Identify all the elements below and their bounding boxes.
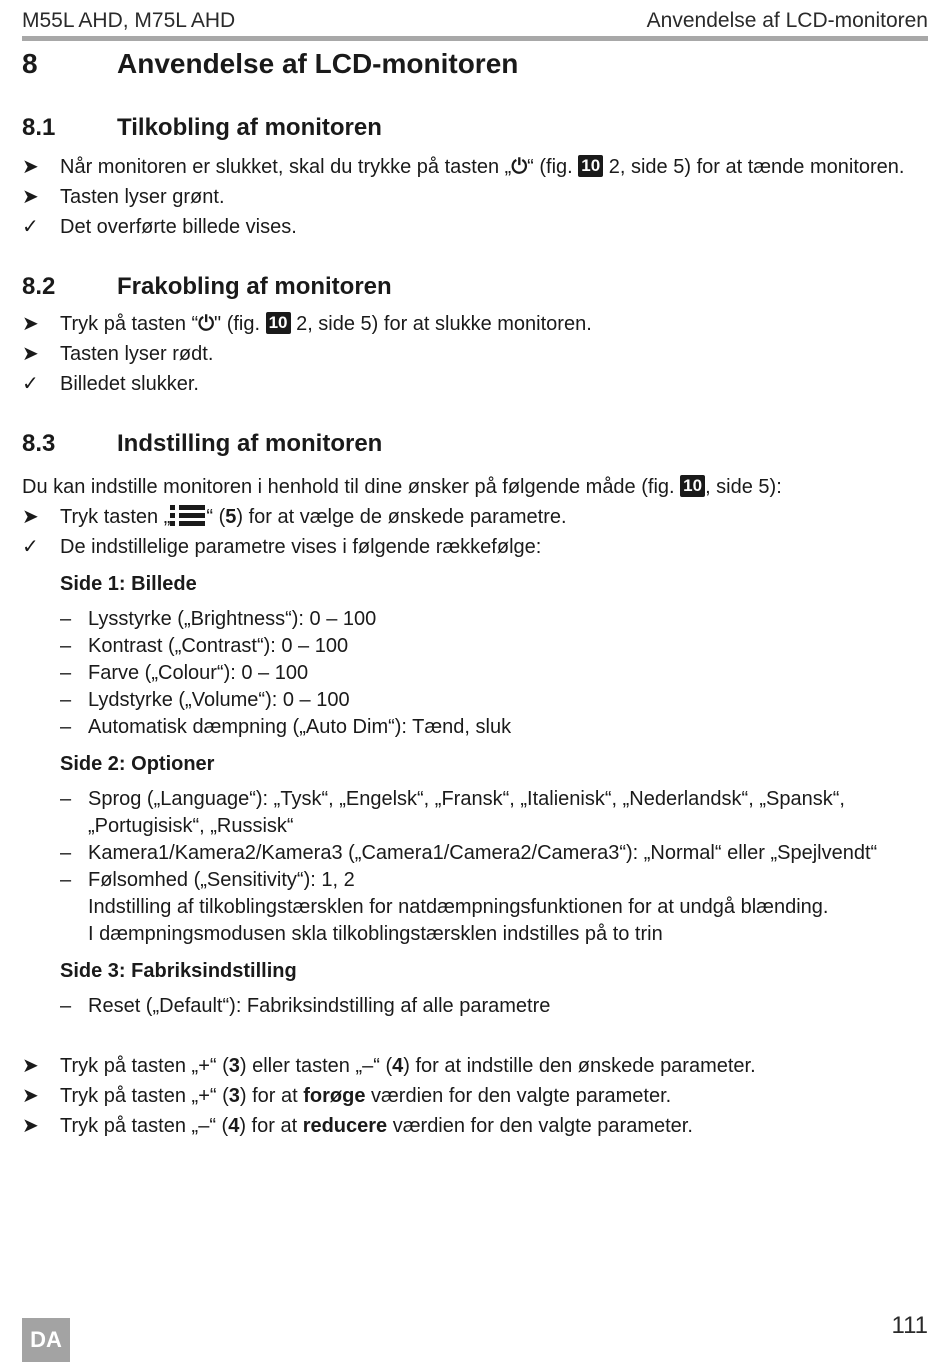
page-header [22,6,928,41]
section-number: 8.3 [22,430,56,457]
key-number: 3 [228,1085,240,1107]
subheading-side-1: Side 1: Billede [60,573,197,595]
list-item-text: Reset („Default“): Fabriksindstilling af alle parametre [88,995,551,1017]
power-icon: ⏻ [198,313,215,335]
text-part: " (fig. [214,313,266,335]
sensitivity-note: Indstilling af tilkoblingstærsklen for natdæmpningsfunktionen for at undgå blænding. [88,896,829,918]
step-text [60,1083,928,1110]
page-number: 111 [891,1312,928,1339]
instruction-step [22,184,928,211]
key-number: 4 [392,1055,404,1077]
section-heading-8-1 [22,110,928,146]
result-text: Billedet slukker. [60,373,199,395]
text-part: værdien for den valgte parameter. [365,1085,672,1107]
result-line [22,534,928,561]
list-item-text: Kamera1/Kamera2/Kamera3 („Camera1/Camera2/Camera3“): „Normal“ eller „Spejlvendt“ [88,842,878,864]
step-text [60,1053,928,1080]
list-item [60,840,928,867]
intro-paragraph [22,474,928,501]
list-item-text: Automatisk dæmpning („Auto Dim“): Tænd, sluk [88,716,512,738]
section-title: Indstilling af monitoren [117,430,383,457]
key-number: 5 [225,506,237,528]
result-text: De indstillelige parametre vises i følgende rækkefølge: [60,536,542,558]
instruction-step [22,1083,928,1110]
dash-marker: – [60,869,72,891]
key-number: 3 [228,1055,240,1077]
step-text [60,154,928,181]
text-part: Tryk på tasten „–“ ( [60,1115,229,1137]
step-text: Tasten lyser grønt. [60,186,225,208]
text-part: værdien for den valgte parameter. [387,1115,693,1137]
text-part: Du kan indstille monitoren i henhold til dine ønsker på følgende måde (fig. [22,476,681,498]
dash-marker: – [60,635,72,657]
dash-marker: – [60,662,72,684]
text-part: ) eller tasten „–“ ( [239,1055,393,1077]
list-item-text: Kontrast („Contrast“): 0 – 100 [88,635,349,657]
list-item-text: Farve („Colour“): 0 – 100 [88,662,309,684]
text-part: ) for at [239,1085,304,1107]
dash-marker: – [60,716,72,738]
instruction-step [22,341,928,368]
step-text [60,504,928,531]
text-part: 2, side 5) for at tænde monitoren. [603,156,905,178]
result-text: Det overførte billede vises. [60,216,297,238]
instruction-step [22,311,928,338]
dash-marker: – [60,842,72,864]
language-badge: DA [22,1318,70,1362]
list-item-text: Lydstyrke („Volume“): 0 – 100 [88,689,350,711]
chapter-heading [22,44,928,84]
list-item [60,687,928,714]
header-model: M55L AHD, M75L AHD [22,9,236,32]
emphasis: reducere [302,1115,388,1137]
dash-marker: – [60,689,72,711]
sensitivity-note: I dæmpningsmodusen skla tilkoblingstærsklen indstilles på to trin [88,923,663,945]
arrow-icon: ➤ [22,343,39,365]
sensitivity-text: Følsomhed („Sensitivity“): 1, 2 [88,869,355,891]
text-part: , side 5): [705,476,782,498]
dash-marker: – [60,788,72,810]
list-item [60,786,928,840]
figure-badge: 10 [680,475,705,497]
step-text [60,311,928,338]
text-part: 2, side 5) for at slukke monitoren. [290,313,592,335]
result-line [22,371,928,398]
instruction-step [22,1113,928,1140]
subheading-side-2: Side 2: Optioner [60,753,215,775]
arrow-icon: ➤ [22,156,39,178]
power-icon: ⏻ [511,156,528,178]
list-item [60,660,928,687]
figure-badge: 10 [266,312,291,334]
chapter-number: 8 [22,48,38,79]
arrow-icon: ➤ [22,1055,39,1077]
arrow-icon: ➤ [22,1115,39,1137]
arrow-icon: ➤ [22,1085,39,1107]
list-item [60,633,928,660]
text-part: ) for at indstille den ønskede parameter. [403,1055,756,1077]
check-icon: ✓ [22,216,39,238]
text-part: Tryk på tasten “ [60,313,199,335]
arrow-icon: ➤ [22,186,39,208]
key-number: 4 [228,1115,240,1137]
instruction-step [22,154,928,181]
text-part: “ (fig. [527,156,579,178]
arrow-icon: ➤ [22,506,39,528]
list-item-text: Sprog („Language“): „Tysk“, „Engelsk“, „Fransk“, „Italienisk“, „Nederlandsk“, „Spansk“, „Portugisisk“, „Russisk“ [88,788,845,837]
text-part: ) for at vælge de ønskede parametre. [236,506,567,528]
figure-badge: 10 [578,155,603,177]
dash-marker: – [60,995,72,1017]
result-line [22,214,928,241]
text-part: Når monitoren er slukket, skal du trykke på tasten „ [60,156,512,178]
list-item [60,606,928,633]
chapter-title: Anvendelse af LCD-monitoren [117,48,519,79]
section-number: 8.1 [22,114,56,141]
text-part: ) for at [239,1115,303,1137]
text-part: Tryk på tasten „+“ ( [60,1085,229,1107]
text-part: “ ( [206,506,226,528]
list-item-text: Lysstyrke („Brightness“): 0 – 100 [88,608,377,630]
subheading-side-3: Side 3: Fabriksindstilling [60,960,297,982]
instruction-step [22,504,928,531]
list-item [60,993,928,1020]
menu-icon [170,504,206,526]
step-text [60,1113,928,1140]
section-heading-8-3 [22,426,928,462]
instruction-step [22,1053,928,1080]
header-section: Anvendelse af LCD-monitoren [646,9,928,32]
dash-marker: – [60,608,72,630]
arrow-icon: ➤ [22,313,39,335]
section-heading-8-2 [22,269,928,305]
section-number: 8.2 [22,273,56,300]
section-title: Tilkobling af monitoren [117,114,382,141]
section-title: Frakobling af monitoren [117,273,392,300]
list-item-text [88,867,928,948]
text-part: Tryk tasten „ [60,506,171,528]
check-icon: ✓ [22,373,39,395]
list-item [60,867,928,948]
list-item [60,714,928,741]
page-content [22,40,928,1140]
check-icon: ✓ [22,536,39,558]
step-text: Tasten lyser rødt. [60,343,214,365]
text-part: Tryk på tasten „+“ ( [60,1055,229,1077]
emphasis: forøge [303,1085,366,1107]
spacer [22,1020,928,1050]
